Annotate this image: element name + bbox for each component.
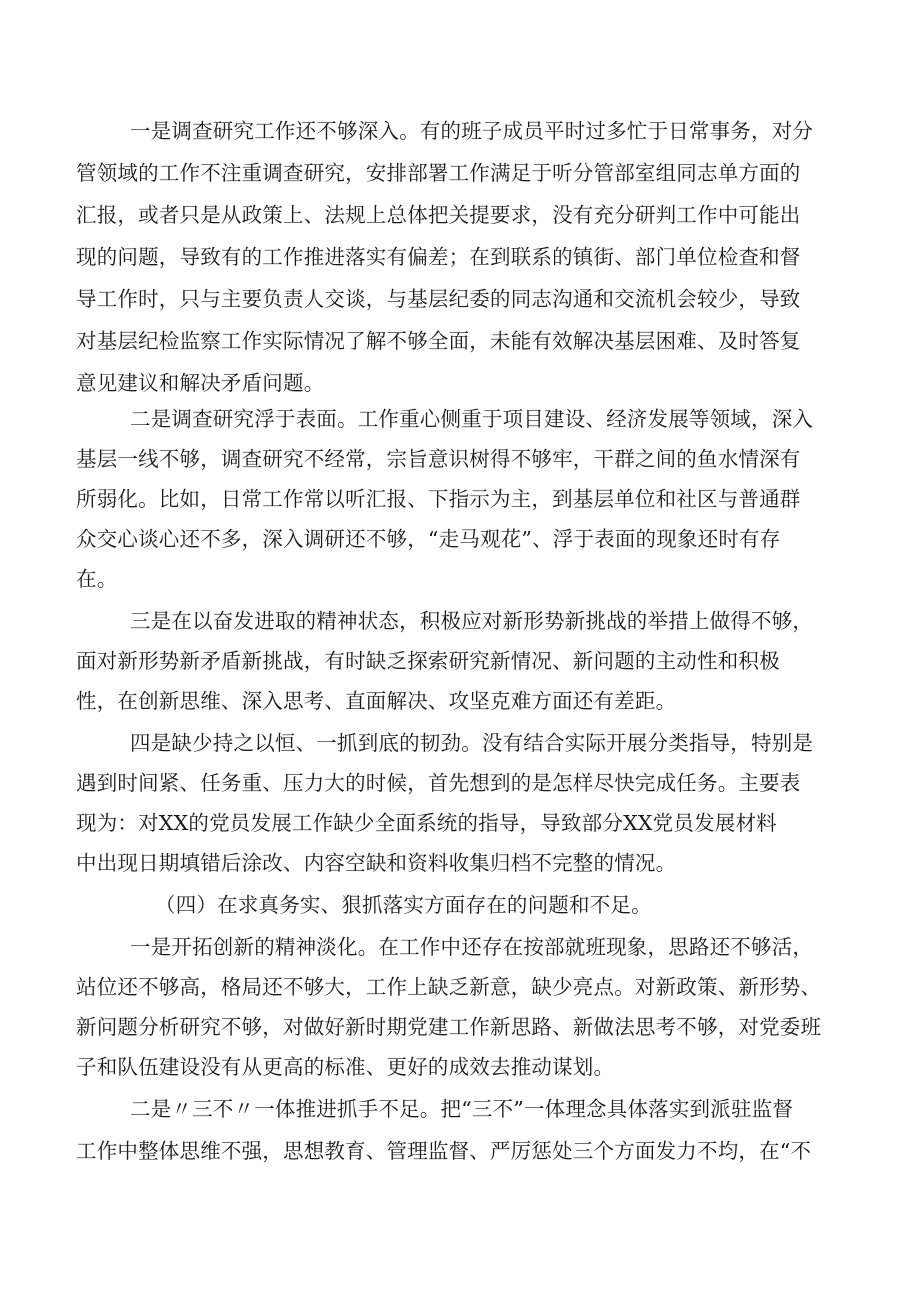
paragraph-5-line-4: 子和队伍建设没有从更高的标准、更好的成效去推动谋划。 (76, 1055, 615, 1079)
paragraph-2-line-3: 所弱化。比如，日常工作常以听汇报、下指示为主，到基层单位和社区与普通群 (76, 487, 801, 511)
paragraph-4-line-1: 四是缺少持之以恒、一抓到底的韧劲。没有结合实际开展分类指导，特别是 (130, 731, 814, 755)
paragraph-5-line-2: 站位还不够高，格局还不够大，工作上缺乏新意，缺少亮点。对新政策、新形势、 (76, 975, 822, 999)
paragraph-2-line-4: 众交心谈心还不多，深入调研还不够，“走马观花”、浮于表面的现象还时有存 (76, 527, 781, 551)
paragraph-6-line-2: 工作中整体思维不强，思想教育、管理监督、严厉惩处三个方面发力不均，在“不 (76, 1139, 812, 1163)
paragraph-1-line-7: 意见建议和解决矛盾问题。 (76, 371, 325, 395)
paragraph-3-line-1: 三是在以奋发进取的精神状态，积极应对新形势新挑战的举措上做得不够， (130, 609, 814, 633)
paragraph-1-line-1: 一是调查研究工作还不够深入。有的班子成员平时过多忙于日常事务，对分 (130, 119, 814, 143)
paragraph-2-line-5: 在。 (76, 567, 118, 591)
paragraph-1-line-3: 汇报，或者只是从政策上、法规上总体把关提要求，没有充分研判工作中可能出 (76, 203, 801, 227)
paragraph-2-line-1: 二是调查研究浮于表面。工作重心侧重于项目建设、经济发展等领域，深入 (130, 407, 814, 431)
paragraph-4-line-2: 遇到时间紧、任务重、压力大的时候，首先想到的是怎样尽快完成任务。主要表 (76, 771, 801, 795)
section-heading: （四）在求真务实、狠抓落实方面存在的问题和不足。 (155, 893, 652, 917)
paragraph-3-line-2: 面对新形势新矛盾新挑战，有时缺乏探索研究新情况、新问题的主动性和积极 (76, 649, 780, 673)
paragraph-4-line-4: 中出现日期填错后涂改、内容空缺和资料收集归档不完整的情况。 (76, 851, 677, 875)
paragraph-1-line-4: 现的问题，导致有的工作推进落实有偏差；在到联系的镇街、部门单位检查和督 (76, 245, 801, 269)
paragraph-6-line-1: 二是〃三不〃一体推进抓手不足。把“三不”一体理念具体落实到派驻监督 (130, 1097, 794, 1121)
paragraph-3-line-3: 性，在创新思维、深入思考、直面解决、攻坚克难方面还有差距。 (76, 689, 677, 713)
paragraph-1-line-5: 导工作时，只与主要负责人交谈，与基层纪委的同志沟通和交流机会较少，导致 (76, 287, 801, 311)
paragraph-5-line-1: 一是开拓创新的精神淡化。在工作中还存在按部就班现象，思路还不够活， (130, 935, 814, 959)
paragraph-2-line-2: 基层一线不够，调查研究不经常，宗旨意识树得不够牢，干群之间的鱼水情深有 (76, 447, 801, 471)
paragraph-4-line-3: 现为：对XX的党员发展工作缺少全面系统的指导，导致部分XX党员发展材料 (76, 811, 777, 835)
paragraph-5-line-3: 新问题分析研究不够，对做好新时期党建工作新思路、新做法思考不够，对党委班 (76, 1015, 822, 1039)
paragraph-1-line-2: 管领域的工作不注重调查研究，安排部署工作满足于听分管部室组同志单方面的 (76, 161, 801, 185)
paragraph-1-line-6: 对基层纪检监察工作实际情况了解不够全面，未能有效解决基层困难、及时答复 (76, 329, 801, 353)
